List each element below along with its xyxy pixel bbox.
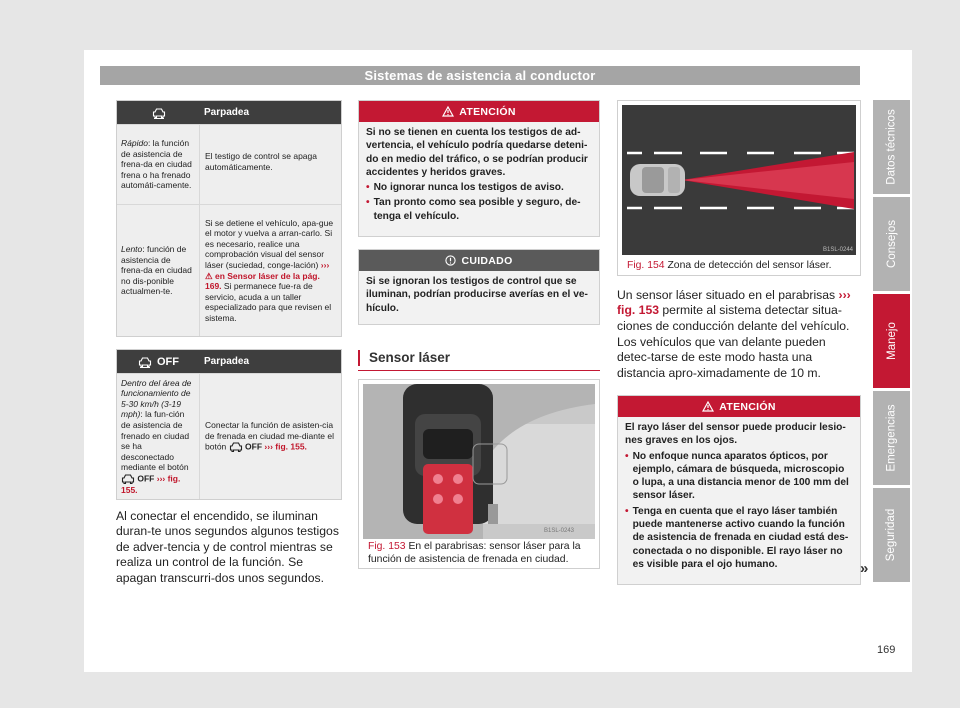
tab-consejos[interactable]: Consejos [873, 197, 910, 291]
warning-label: ATENCIÓN [719, 400, 776, 413]
table-col-header: Parpadea [204, 356, 250, 367]
warning-intro: El rayo láser del sensor puede producir lesio-nes graves en los ojos. [625, 422, 846, 447]
figure-number: Fig. 153 [368, 541, 406, 552]
section-title: Sensor láser [358, 347, 600, 371]
tab-emergencias[interactable]: Emergencias [873, 391, 910, 485]
table-row [117, 124, 341, 204]
warning-label: ATENCIÓN [459, 105, 516, 118]
cross-reference-link[interactable]: ››› ⚠ en Sensor láser de la pág. 169. [205, 259, 330, 292]
warning-intro: Si no se tienen en cuenta los testigos de ad-vertencia, el vehículo podría quedarse deteni-do en medio del tráfico, o se podrían producir accidentes y heridos graves. [366, 127, 588, 178]
row-condition-text: : función de asistencia de frena-da en ciudad no dis-ponible actualmen-te. [121, 244, 192, 297]
left-paragraph: Al conectar el encendido, se iluminan duran-te unos segundos algunos testigos de adver-tencia y de control mientras se realiza un control de la función. Se apagan transcurri-dos unos segundos. [116, 509, 339, 585]
page-header: Sistemas de asistencia al conductor [100, 66, 860, 85]
page-number: 169 [877, 644, 896, 656]
tab-manejo[interactable]: Manejo [873, 294, 910, 388]
status-table-1 [116, 100, 342, 337]
laser-detection-zone-image [622, 105, 856, 255]
row-action: El testigo de control se apaga automáticamente. [205, 151, 317, 172]
city-brake-icon [229, 441, 243, 453]
warning-box-1 [358, 100, 600, 237]
tab-datos-tecnicos[interactable]: Datos técnicos [873, 100, 910, 194]
figure-code: B1SL-0244 [823, 247, 854, 253]
city-brake-warning-icon [117, 107, 200, 119]
row-condition-text: : la función de asistencia de frena-da en ciudad frena o ha frenado automáti-camente. [121, 138, 192, 191]
figure-caption: Zona de detección del sensor láser. [667, 260, 832, 271]
info-circle-icon [445, 255, 456, 266]
city-brake-off-icon [117, 356, 200, 368]
table-header [117, 101, 341, 124]
cross-reference-link[interactable]: ››› fig. 155. [121, 473, 181, 495]
figure-code: B1SL-0243 [544, 528, 575, 534]
right-paragraph-2: Los vehículos que van delante pueden detec-tarse de este modo hasta una distancia apro-ximadamente de 10 m. [617, 335, 826, 380]
status-table-2 [116, 349, 342, 500]
list-item: • Tan pronto como sea posible y seguro, de-tenga el vehículo. [366, 197, 581, 222]
off-label: OFF [245, 441, 263, 452]
figure-154 [617, 100, 861, 276]
row-condition: Dentro del área de funcionamiento de 5-30 km/h (3-19 mph) [121, 377, 192, 420]
table-row [117, 204, 341, 336]
row-condition-text: : la fun-ción de asistencia de frenado en ciudad se ha desconectado mediante el botón [121, 409, 190, 473]
list-item: • No ignorar nunca los testigos de aviso. [366, 182, 564, 194]
row-action: Conectar la función de asisten-cia de frenada en ciudad me-diante el botón [205, 419, 335, 452]
list-item: • Tenga en cuenta que el rayo láser también puede mantenerse activo cuando la función de asistencia de frenada en ciudad está des-conectada o no disponible. El rayo láser no es visible para el ojo humano. [625, 505, 849, 570]
laser-sensor-windshield-image [363, 384, 595, 539]
list-item: • No enfoque nunca aparatos ópticos, por ejemplo, cámara de búsqueda, microscopio o lupa, a una distancia menor de 100 mm del sensor láser. [625, 450, 849, 502]
row-action-cont: Si permanece fue-ra de servicio, acuda a un taller especializado para que revisen el sistema. [205, 281, 332, 323]
table-header [117, 350, 341, 373]
table-row [117, 373, 341, 499]
caution-box [358, 249, 600, 325]
caution-text: Si se ignoran los testigos de control que se iluminan, podrían producirse averías en el ve-hículo. [366, 276, 588, 314]
figure-153 [358, 379, 600, 569]
continue-arrow-icon: » [860, 560, 869, 577]
warning-triangle-icon [702, 401, 714, 412]
table-col-header: Parpadea [204, 107, 250, 118]
row-condition: Rápido [121, 138, 148, 149]
cross-reference-link[interactable]: ››› fig. 153 [617, 288, 851, 318]
figure-number: Fig. 154 [627, 260, 665, 271]
right-paragraph-1: Un sensor láser situado en el parabrisas ››› fig. 153 permite al sistema detectar situa-ciones de conducción delante del vehículo. [617, 288, 851, 333]
city-brake-icon [121, 473, 135, 485]
figure-caption: En el parabrisas: sensor láser para la función de asistencia de frenada en ciudad. [368, 541, 581, 565]
off-label: OFF [137, 473, 155, 484]
row-action: Si se detiene el vehículo, apa-gue el motor y vuelva a arran-carlo. Si es necesario, realice una comprobación visual del sensor láser (suciedad, conge-lación) [205, 217, 334, 270]
caution-label: CUIDADO [461, 254, 513, 267]
warning-triangle-icon [442, 106, 454, 117]
warning-box-2 [617, 395, 861, 585]
off-label: OFF [157, 355, 179, 368]
row-condition: Lento [121, 244, 143, 255]
tab-seguridad[interactable]: Seguridad [873, 488, 910, 582]
cross-reference-link[interactable]: ››› fig. 155. [264, 441, 307, 452]
